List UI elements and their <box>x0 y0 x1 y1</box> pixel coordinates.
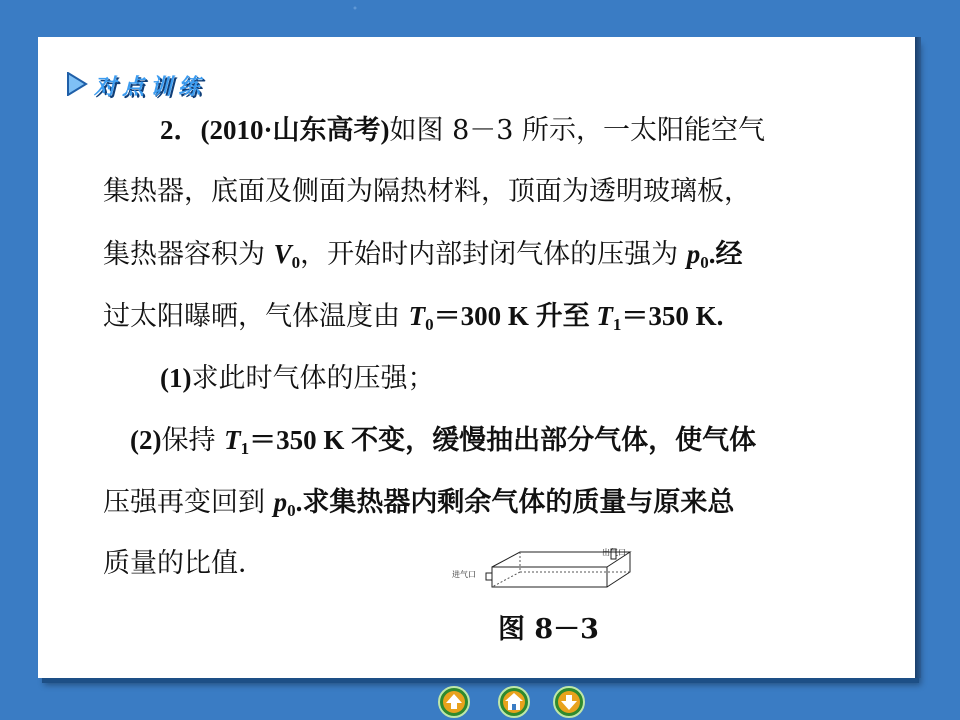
inlet-label: 进气口 <box>452 570 476 579</box>
problem-line-4: 过太阳曝晒，气体温度由 $T_0=300$ K 升至 $T_1=350$ K. <box>103 301 724 334</box>
play-arrow-icon <box>66 72 88 96</box>
pressure-variable-q2: $p_0$ <box>273 487 296 520</box>
forward-arrow-icon[interactable] <box>553 686 585 718</box>
section-title: 对点训练 <box>94 75 207 100</box>
volume-variable: $V_0$ <box>273 239 301 272</box>
problem-number: 2 <box>160 115 174 145</box>
figure-caption: 图 8－3 <box>498 614 599 645</box>
outlet-label: 出气口 <box>602 548 626 557</box>
pressure-variable: $p_0$ <box>686 239 709 272</box>
question-2-label: (2) <box>130 425 162 455</box>
question-1: (1)求此时气体的压强； <box>160 363 435 394</box>
problem-line-8: 压强再变回到 $p_0$.求集热器内剩余气体的质量与原来总 <box>103 487 735 520</box>
solar-collector-diagram <box>452 545 632 595</box>
problem-line-1: 2．(2010·山东高考)如图 8－3 所示，一太阳能空气 <box>160 115 766 146</box>
slide-right-rail <box>915 37 921 678</box>
temperature-t1-q2: $T_1$ <box>224 425 250 458</box>
back-arrow-icon[interactable] <box>438 686 470 718</box>
temperature-t1: $T_1$ <box>596 301 622 334</box>
background-dot-pattern <box>0 0 960 40</box>
problem-line-2: 集热器，底面及侧面为隔热材料，顶面为透明玻璃板， <box>103 176 751 207</box>
problem-source: (2010·山东高考) <box>200 115 390 145</box>
problem-line-3: 集热器容积为 $V_0$，开始时内部封闭气体的压强为 $p_0$.经 <box>103 239 743 272</box>
home-icon[interactable] <box>498 686 530 718</box>
question-2: (2)保持 $T_1=350$ K 不变，缓慢抽出部分气体，使气体 <box>130 425 757 458</box>
temperature-t0: $T_0$ <box>408 301 434 334</box>
question-1-label: (1) <box>160 363 192 393</box>
problem-line-9: 质量的比值． <box>103 548 265 579</box>
